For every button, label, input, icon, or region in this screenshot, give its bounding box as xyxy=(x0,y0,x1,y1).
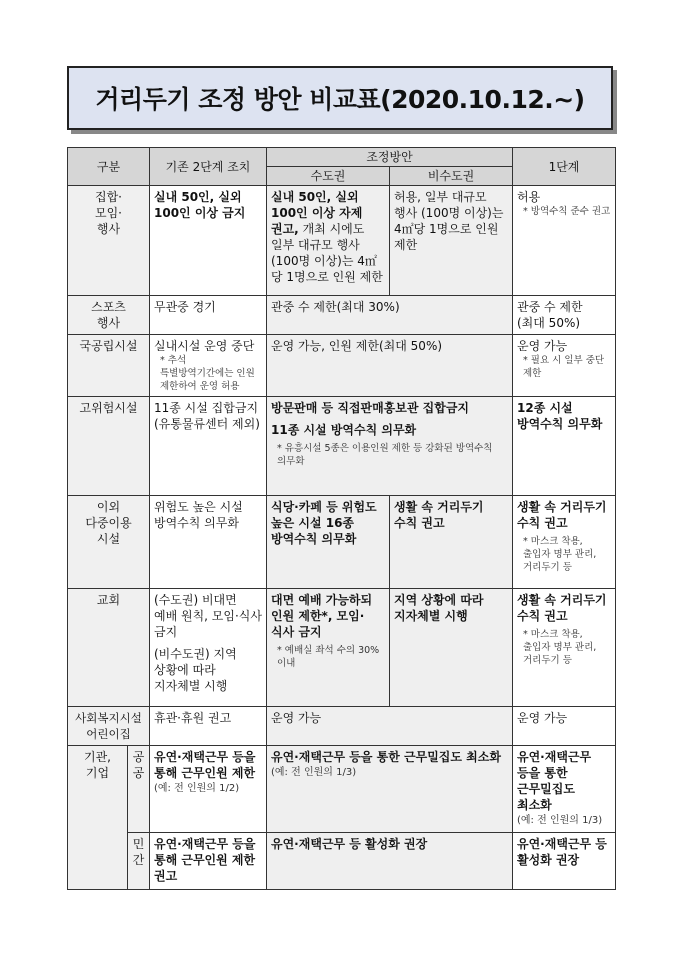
table-row xyxy=(68,589,616,707)
table-row xyxy=(68,833,616,890)
header-adjustment: 조정방안 xyxy=(267,148,513,167)
header-capital: 수도권 xyxy=(267,167,390,186)
cell-adjust: 운영 가능 xyxy=(267,707,513,746)
cell-adjust: 유연·재택근무 등 활성화 권장 xyxy=(267,833,513,890)
cell-existing: 위험도 높은 시설 방역수칙 의무화 xyxy=(150,496,267,589)
cell-adjust: 운영 가능, 인원 제한(최대 50%) xyxy=(267,335,513,397)
cell-existing: 11종 시설 집합금지 (유통물류센터 제외) xyxy=(150,397,267,496)
cell-adjust: 유연·재택근무 등을 통한 근무밀집도 최소화 (예: 전 인원의 1/3) xyxy=(267,746,513,833)
table-row xyxy=(68,397,616,496)
cell-adjust: 관중 수 제한(최대 30%) xyxy=(267,296,513,335)
table-row xyxy=(68,296,616,335)
cell-stage1: 운영 가능 * 필요 시 일부 중단 제한 xyxy=(513,335,616,397)
cell-existing: 유연·재택근무 등을 통해 근무인원 제한 권고 xyxy=(150,833,267,890)
page-title: 거리두기 조정 방안 비교표(2020.10.12.~) xyxy=(95,85,585,114)
cell-existing: (수도권) 비대면 예배 원칙, 모임·식사 금지 (비수도권) 지역 상황에 따라 지자체별 시행 xyxy=(150,589,267,707)
header-existing: 기존 2단계 조치 xyxy=(150,148,267,186)
table-row xyxy=(68,335,616,397)
cell-stage1: 허용 * 방역수칙 준수 권고 xyxy=(513,186,616,296)
row-label-highrisk: 고위험시설 xyxy=(68,397,150,496)
title-box xyxy=(67,66,613,130)
cell-existing: 무관중 경기 xyxy=(150,296,267,335)
row-label-sports: 스포츠 행사 xyxy=(68,296,150,335)
cell-stage1: 유연·재택근무 등을 통한 근무밀집도 최소화 (예: 전 인원의 1/3) xyxy=(513,746,616,833)
cell-noncapital: 생활 속 거리두기 수칙 권고 xyxy=(390,496,513,589)
cell-noncapital: 지역 상황에 따라 지자체별 시행 xyxy=(390,589,513,707)
cell-stage1: 유연·재택근무 등 활성화 권장 xyxy=(513,833,616,890)
cell-stage1: 생활 속 거리두기 수칙 권고 * 마스크 착용, 출입자 명부 관리, 거리두기 등 xyxy=(513,496,616,589)
comparison-table xyxy=(67,147,616,890)
cell-stage1: 운영 가능 xyxy=(513,707,616,746)
cell-noncapital: 허용, 일부 대규모 행사 (100명 이상)는 4㎡당 1명으로 인원 제한 xyxy=(390,186,513,296)
row-label-national: 국공립시설 xyxy=(68,335,150,397)
cell-stage1: 생활 속 거리두기 수칙 권고 * 마스크 착용, 출입자 명부 관리, 거리두기 등 xyxy=(513,589,616,707)
row-label-church: 교회 xyxy=(68,589,150,707)
header-category: 구분 xyxy=(68,148,150,186)
row-label-gathering: 집합· 모임· 행사 xyxy=(68,186,150,296)
cell-existing: 실내시설 운영 중단 * 추석 특별방역기간에는 인원 제한하여 운영 허용 xyxy=(150,335,267,397)
row-label-org: 기관, 기업 xyxy=(68,746,128,890)
cell-existing: 실내 50인, 실외 100인 이상 금지 xyxy=(150,186,267,296)
row-sublabel-private: 민 간 xyxy=(128,833,150,890)
cell-capital: 식당·카페 등 위험도 높은 시설 16종 방역수칙 의무화 xyxy=(267,496,390,589)
row-label-multiuse: 이외 다중이용 시설 xyxy=(68,496,150,589)
cell-stage1: 관중 수 제한 (최대 50%) xyxy=(513,296,616,335)
cell-capital: 실내 50인, 실외 100인 이상 자제 권고, 개최 시에도 일부 대규모 행사 (100명 이상)는 4㎡당 1명으로 인원 제한 xyxy=(267,186,390,296)
row-sublabel-public: 공 공 xyxy=(128,746,150,833)
cell-capital: 대면 예배 가능하되 인원 제한*, 모임·식사 금지 * 예배실 좌석 수의 30% 이내 xyxy=(267,589,390,707)
cell-existing: 유연·재택근무 등을 통해 근무인원 제한 (예: 전 인원의 1/2) xyxy=(150,746,267,833)
table-row xyxy=(68,496,616,589)
header-noncapital: 비수도권 xyxy=(390,167,513,186)
cell-existing: 휴관·휴원 권고 xyxy=(150,707,267,746)
row-label-welfare: 사회복지시설 어린이집 xyxy=(68,707,150,746)
table-row xyxy=(68,746,616,833)
table-row xyxy=(68,186,616,296)
table-row xyxy=(68,707,616,746)
cell-adjust: 방문판매 등 직접판매홍보관 집합금지 11종 시설 방역수칙 의무화 * 유흥시설 5종은 이용인원 제한 등 강화된 방역수칙 의무화 xyxy=(267,397,513,496)
cell-stage1: 12종 시설 방역수칙 의무화 xyxy=(513,397,616,496)
header-stage1: 1단계 xyxy=(513,148,616,186)
